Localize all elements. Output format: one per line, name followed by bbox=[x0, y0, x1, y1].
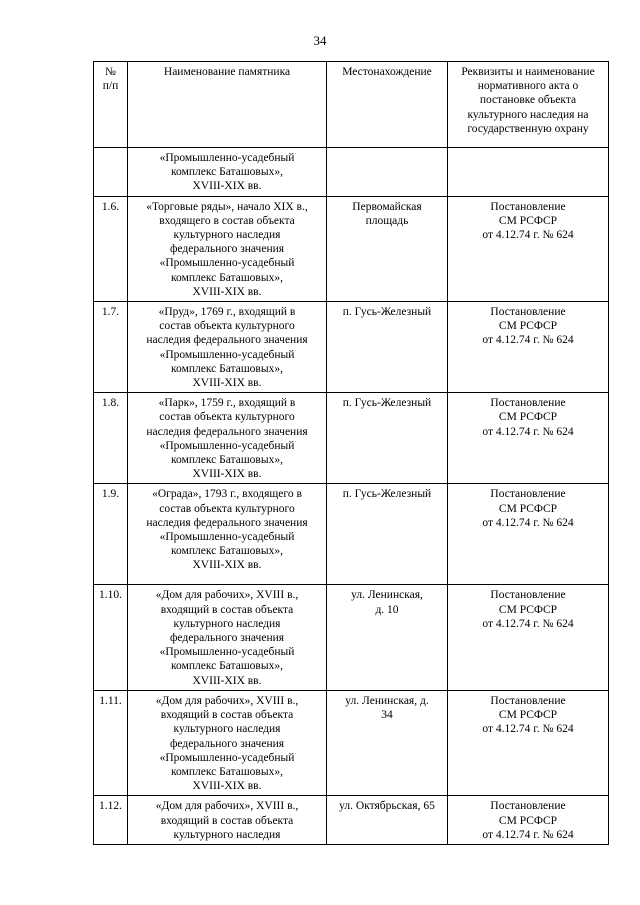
cell-number: 1.8. bbox=[94, 393, 128, 484]
cell-requisites: Постановление СМ РСФСР от 4.12.74 г. № 624 bbox=[448, 302, 609, 393]
header-location: Местонахождение bbox=[327, 62, 448, 148]
header-requisites: Реквизиты и наименование нормативного акта о постановке объекта культурного наследия на государственную охрану bbox=[448, 62, 609, 148]
table-row bbox=[94, 484, 609, 585]
table-header-row bbox=[94, 62, 609, 148]
cell-monument-name: «Ограда», 1793 г., входящего в состав объекта культурного наследия федерального значения «Промышленно-усадебный комплекс Баташовых», XVIII-XIX вв. bbox=[128, 484, 327, 585]
table-row bbox=[94, 690, 609, 795]
cell-location bbox=[327, 148, 448, 197]
table-row bbox=[94, 796, 609, 845]
cell-number: 1.11. bbox=[94, 690, 128, 795]
table-row bbox=[94, 302, 609, 393]
cell-location: п. Гусь-Железный bbox=[327, 393, 448, 484]
cell-location: Первомайская площадь bbox=[327, 196, 448, 301]
table-row bbox=[94, 196, 609, 301]
cell-location: ул. Ленинская, д. 10 bbox=[327, 585, 448, 690]
cell-monument-name: «Парк», 1759 г., входящий в состав объекта культурного наследия федерального значения «Промышленно-усадебный комплекс Баташовых», XVIII-XIX вв. bbox=[128, 393, 327, 484]
table-row-continuation bbox=[94, 148, 609, 197]
cell-number: 1.12. bbox=[94, 796, 128, 845]
cell-monument-name: «Торговые ряды», начало XIX в., входящего в состав объекта культурного наследия федерального значения «Промышленно-усадебный комплекс Баташовых», XVIII-XIX вв. bbox=[128, 196, 327, 301]
cell-number: 1.7. bbox=[94, 302, 128, 393]
cell-requisites: Постановление СМ РСФСР от 4.12.74 г. № 624 bbox=[448, 196, 609, 301]
cell-monument-name: «Дом для рабочих», XVIII в., входящий в состав объекта культурного наследия bbox=[128, 796, 327, 845]
cell-number: 1.6. bbox=[94, 196, 128, 301]
cell-location: п. Гусь-Железный bbox=[327, 484, 448, 585]
table-row bbox=[94, 585, 609, 690]
cell-number: 1.9. bbox=[94, 484, 128, 585]
cell-monument-name: «Промышленно-усадебный комплекс Баташовых», XVIII-XIX вв. bbox=[128, 148, 327, 197]
cell-number: 1.10. bbox=[94, 585, 128, 690]
cell-requisites bbox=[448, 148, 609, 197]
cell-location: ул. Октябрьская, 65 bbox=[327, 796, 448, 845]
page-number: 34 bbox=[313, 33, 327, 48]
monuments-table bbox=[93, 61, 609, 845]
cell-monument-name: «Дом для рабочих», XVIII в., входящий в состав объекта культурного наследия федерального значения «Промышленно-усадебный комплекс Баташовых», XVIII-XIX вв. bbox=[128, 585, 327, 690]
cell-requisites: Постановление СМ РСФСР от 4.12.74 г. № 624 bbox=[448, 393, 609, 484]
table-row bbox=[94, 393, 609, 484]
header-number: № п/п bbox=[94, 62, 128, 148]
header-monument-name: Наименование памятника bbox=[128, 62, 327, 148]
cell-monument-name: «Пруд», 1769 г., входящий в состав объекта культурного наследия федерального значения «Промышленно-усадебный комплекс Баташовых», XVIII-XIX вв. bbox=[128, 302, 327, 393]
cell-monument-name: «Дом для рабочих», XVIII в., входящий в состав объекта культурного наследия федерального значения «Промышленно-усадебный комплекс Баташовых», XVIII-XIX вв. bbox=[128, 690, 327, 795]
cell-requisites: Постановление СМ РСФСР от 4.12.74 г. № 624 bbox=[448, 484, 609, 585]
cell-requisites: Постановление СМ РСФСР от 4.12.74 г. № 624 bbox=[448, 690, 609, 795]
cell-location: п. Гусь-Железный bbox=[327, 302, 448, 393]
cell-requisites: Постановление СМ РСФСР от 4.12.74 г. № 624 bbox=[448, 585, 609, 690]
cell-location: ул. Ленинская, д. 34 bbox=[327, 690, 448, 795]
cell-number bbox=[94, 148, 128, 197]
cell-requisites: Постановление СМ РСФСР от 4.12.74 г. № 624 bbox=[448, 796, 609, 845]
